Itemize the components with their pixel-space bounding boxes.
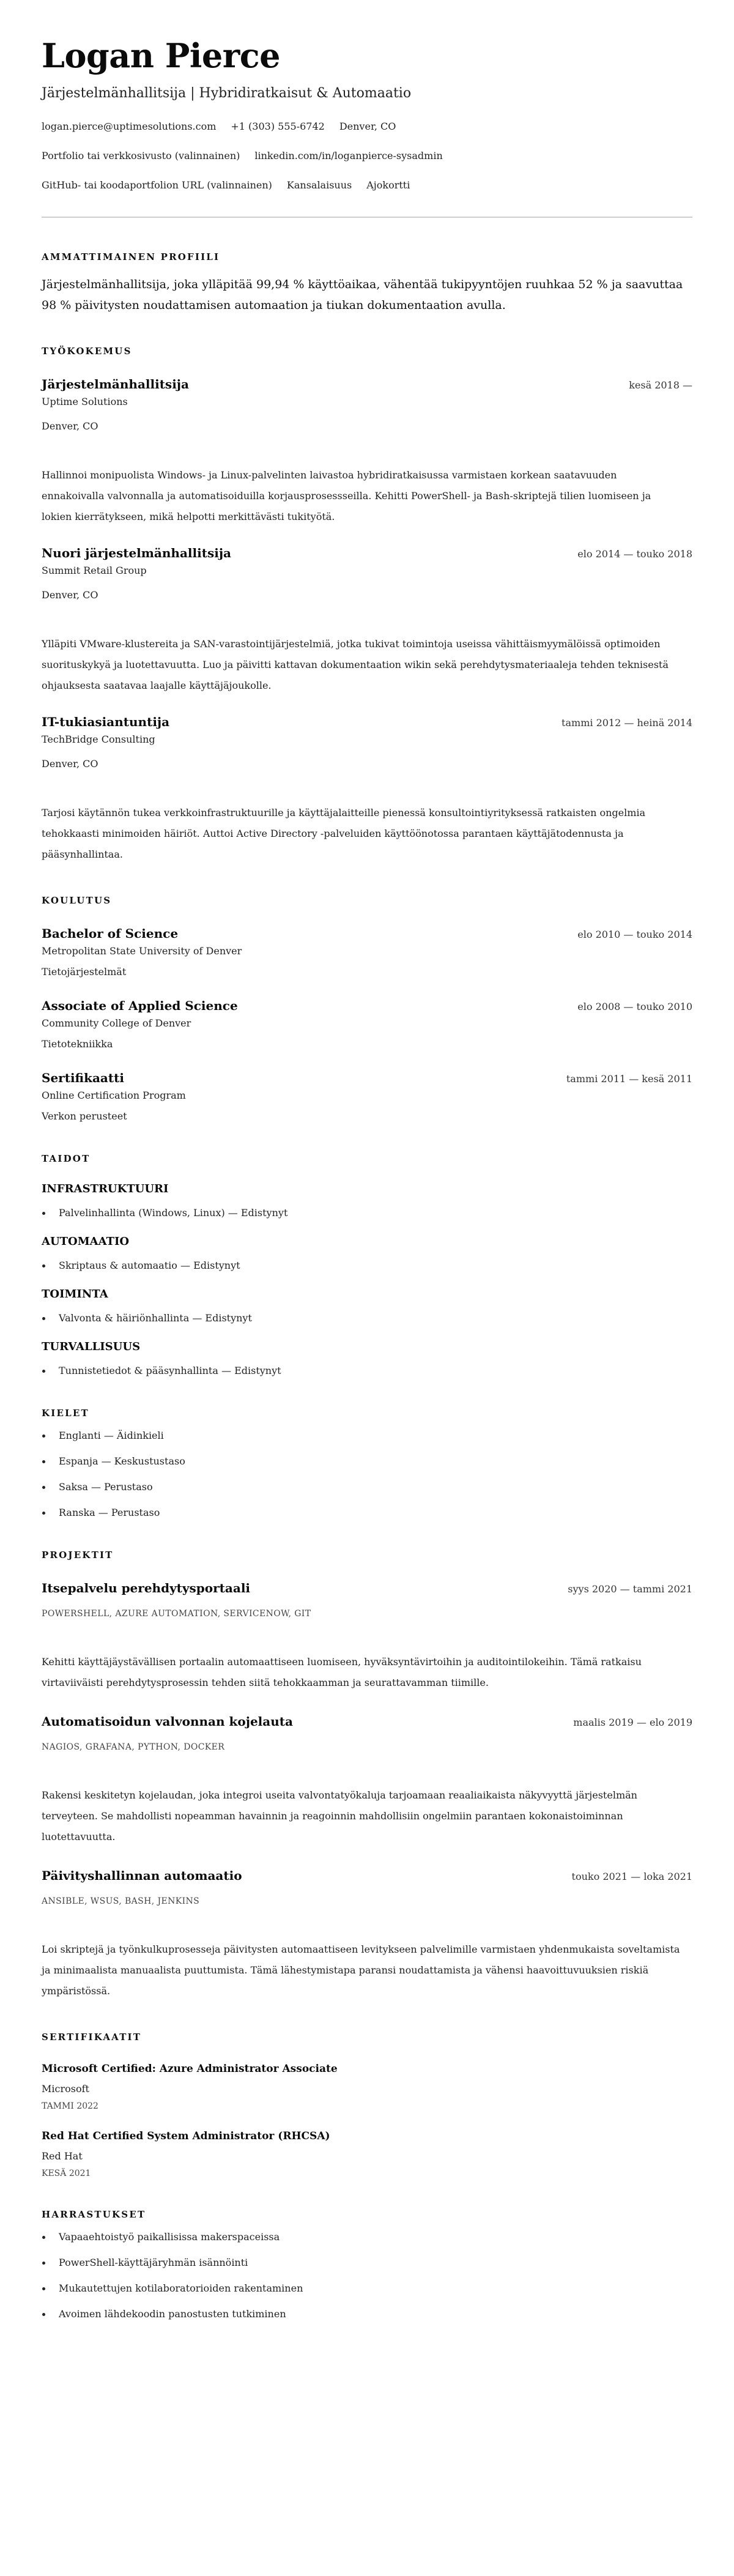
job-title: Järjestelmänhallitsija bbox=[42, 377, 189, 392]
skill-item: Skriptaus & automaatio — Edistynyt bbox=[42, 1259, 692, 1272]
education-dates: elo 2008 — touko 2010 bbox=[577, 1001, 692, 1012]
skill-item: Palvelinhallinta (Windows, Linux) — Edistynyt bbox=[42, 1206, 692, 1220]
education-section bbox=[42, 894, 692, 1123]
language-item: Ranska — Perustaso bbox=[42, 1506, 692, 1520]
degree: Bachelor of Science bbox=[42, 926, 179, 941]
profile-section bbox=[42, 251, 692, 316]
languages-section bbox=[42, 1407, 692, 1520]
job-location: Denver, CO bbox=[42, 589, 98, 601]
project-description: Kehitti käyttäjäystävällisen portaalin automaattiseen luomiseen, hyväksyntävirtoihin ja auditointilokeihin. Tämä ratkaisu virtaviiväisti perehdytysprosessin tehden siitä tehokkaamman ja seurattavamman tiimille. bbox=[42, 1656, 642, 1688]
project-description: Loi skriptejä ja työnkulkuprosesseja päivitysten automaattiseen levitykseen palvelimille varmistaen yhdenmukaista soveltamista ja minimaalista manuaalista puuttumista. Tämä lähestymistapa paransi noudattamista ja vähensi haavoittuvuuksien riskiä ympäristössä. bbox=[42, 1943, 680, 1997]
job-title: IT-tukiasiantuntija bbox=[42, 715, 170, 729]
education-dates: tammi 2011 — kesä 2011 bbox=[566, 1073, 692, 1085]
section-title: KIELET bbox=[42, 1408, 89, 1419]
section-title: SERTIFIKAATIT bbox=[42, 2032, 142, 2043]
project-title: Itsepalvelu perehdytysportaali bbox=[42, 1581, 251, 1595]
linkedin-link[interactable]: linkedin.com/in/loganpierce-sysadmin bbox=[254, 150, 443, 161]
certification-title: Red Hat Certified System Administrator (RHCSA) bbox=[42, 2130, 330, 2142]
employer: Summit Retail Group bbox=[42, 565, 147, 576]
certification-title: Microsoft Certified: Azure Administrator Associate bbox=[42, 2063, 338, 2075]
project-description: Rakensi keskitetyn kojelaudan, joka integroi useita valvontatyökaluja tarjoamaan reaaliaikaista näkyvyyttä järjestelmän terveyteen. Se mahdollisti nopeamman havainnin ja reagoinnin mahdollisiin ongelmiin parantaen kokonaistoiminnan luotettavuutta. bbox=[42, 1789, 637, 1843]
degree: Associate of Applied Science bbox=[42, 998, 238, 1013]
certification-entry bbox=[42, 2062, 692, 2112]
school: Metropolitan State University of Denver bbox=[42, 945, 242, 957]
job-description: Ylläpiti VMware-klustereita ja SAN-varastointijärjestelmiä, jotka tukivat toimintoja useissa vähittäismyymälöissä optimoiden suorituskykyä ja luotettavuutta. Luo ja päivitti kattavan dokumentaation wikin sekä perehdytysmateriaaleja tehden teknisestä ohjauksesta saatavaa laajalle käyttäjäjoukolle. bbox=[42, 638, 669, 691]
contact-row bbox=[42, 120, 692, 133]
certification-date: TAMMI 2022 bbox=[42, 2101, 98, 2111]
job-dates: kesä 2018 — bbox=[629, 379, 692, 391]
language-item: Espanja — Keskustustaso bbox=[42, 1455, 692, 1468]
certification-issuer: Red Hat bbox=[42, 2150, 83, 2162]
certification-entry bbox=[42, 2129, 692, 2179]
section-title: PROJEKTIT bbox=[42, 1550, 114, 1561]
project-entry bbox=[42, 1579, 692, 1693]
section-title: KOULUTUS bbox=[42, 895, 112, 906]
hobby-item: PowerShell-käyttäjäryhmän isännöinti bbox=[42, 2256, 692, 2270]
citizenship: Kansalaisuus bbox=[286, 179, 352, 191]
education-entry bbox=[42, 925, 692, 979]
school: Online Certification Program bbox=[42, 1089, 186, 1101]
project-dates: syys 2020 — tammi 2021 bbox=[568, 1583, 692, 1595]
skill-item: Valvonta & häiriönhallinta — Edistynyt bbox=[42, 1312, 692, 1325]
section-title: AMMATTIMAINEN PROFIILI bbox=[42, 251, 220, 262]
project-dates: touko 2021 — loka 2021 bbox=[571, 1871, 692, 1882]
github-link[interactable]: GitHub- tai koodaportfolion URL (valinnainen) bbox=[42, 179, 272, 191]
education-entry bbox=[42, 997, 692, 1051]
language-item: Englanti — Äidinkieli bbox=[42, 1429, 692, 1442]
project-entry bbox=[42, 1867, 692, 2002]
contact-row bbox=[42, 179, 692, 192]
job-location: Denver, CO bbox=[42, 758, 98, 770]
employer: Uptime Solutions bbox=[42, 396, 128, 407]
project-entry bbox=[42, 1713, 692, 1847]
skill-category: TOIMINTA bbox=[42, 1288, 108, 1301]
projects-section bbox=[42, 1549, 692, 2002]
job-description: Hallinnoi monipuolista Windows- ja Linux-palvelinten laivastoa hybridiratkaisussa varmistaen korkean saatavuuden ennakoivalla valvonnalla ja automatisoiduilla korjausprosessseilla. Kehitti PowerShell- ja Bash-skriptejä tilien luomiseen ja lokien kierrätykseen, mikä helpotti merkittävästi tukityötä. bbox=[42, 469, 651, 522]
hobby-item: Avoimen lähdekoodin panostusten tutkiminen bbox=[42, 2307, 692, 2321]
contact-row bbox=[42, 149, 692, 163]
project-tech-stack: NAGIOS, GRAFANA, PYTHON, DOCKER bbox=[42, 1742, 225, 1752]
job-dates: elo 2014 — touko 2018 bbox=[577, 548, 692, 560]
candidate-name: Logan Pierce bbox=[42, 36, 280, 75]
hobby-item: Vapaaehtoistyö paikallisissa makerspaceissa bbox=[42, 2230, 692, 2244]
language-item: Saksa — Perustaso bbox=[42, 1480, 692, 1494]
hobbies-section bbox=[42, 2208, 692, 2321]
resume-header bbox=[42, 35, 692, 192]
location: Denver, CO bbox=[339, 121, 396, 132]
experience-entry bbox=[42, 376, 692, 527]
degree: Sertifikaatti bbox=[42, 1071, 124, 1085]
project-tech-stack: POWERSHELL, AZURE AUTOMATION, SERVICENOW, GIT bbox=[42, 1609, 311, 1619]
skill-group bbox=[42, 1287, 692, 1325]
employer: TechBridge Consulting bbox=[42, 733, 155, 745]
field-of-study: Tietojärjestelmät bbox=[42, 966, 127, 978]
phone-number[interactable]: +1 (303) 555-6742 bbox=[231, 121, 325, 132]
email-link[interactable]: logan.pierce@uptimesolutions.com bbox=[42, 121, 217, 132]
skill-category: TURVALLISUUS bbox=[42, 1340, 141, 1353]
school: Community College of Denver bbox=[42, 1017, 191, 1029]
section-title: HARRASTUKSET bbox=[42, 2209, 146, 2220]
project-dates: maalis 2019 — elo 2019 bbox=[573, 1717, 692, 1728]
project-tech-stack: ANSIBLE, WSUS, BASH, JENKINS bbox=[42, 1896, 200, 1906]
field-of-study: Verkon perusteet bbox=[42, 1110, 127, 1122]
skills-section bbox=[42, 1153, 692, 1378]
certification-issuer: Microsoft bbox=[42, 2083, 89, 2095]
education-dates: elo 2010 — touko 2014 bbox=[577, 929, 692, 940]
certifications-section bbox=[42, 2031, 692, 2179]
header-divider bbox=[42, 217, 692, 218]
portfolio-link[interactable]: Portfolio tai verkkosivusto (valinnainen) bbox=[42, 150, 240, 161]
job-description: Tarjosi käytännön tukea verkkoinfrastruktuurille ja käyttäjalaitteille pienessä konsultointiyrityksessä ratkaisten ongelmia tehokkaasti minimoiden häiriöt. Auttoi Active Directory -palveluiden käyttöönotossa parantaen käyttäjätodennusta ja pääsynhallintaa. bbox=[42, 807, 646, 860]
skill-category: AUTOMAATIO bbox=[42, 1235, 130, 1248]
profile-summary: Järjestelmänhallitsija, joka ylläpitää 99,94 % käyttöaikaa, vähentää tukipyyntöjen ruuhkaa 52 % ja saavuttaa 98 % päivitysten noudattamisen automaation ja tiukan dokumentaation avulla. bbox=[42, 278, 683, 312]
section-title: TAIDOT bbox=[42, 1153, 91, 1164]
skill-group bbox=[42, 1182, 692, 1220]
project-title: Automatisoidun valvonnan kojelauta bbox=[42, 1714, 293, 1729]
experience-entry bbox=[42, 713, 692, 865]
job-dates: tammi 2012 — heinä 2014 bbox=[562, 717, 692, 729]
experience-entry bbox=[42, 544, 692, 696]
job-location: Denver, CO bbox=[42, 420, 98, 432]
skill-item: Tunnistetiedot & pääsynhallinta — Edistynyt bbox=[42, 1364, 692, 1378]
job-title: Nuori järjestelmänhallitsija bbox=[42, 546, 232, 560]
section-title: TYÖKOKEMUS bbox=[42, 346, 132, 357]
skill-category: INFRASTRUKTUURI bbox=[42, 1182, 169, 1195]
drivers-license: Ajokortti bbox=[366, 179, 410, 191]
skill-group bbox=[42, 1340, 692, 1378]
experience-section bbox=[42, 345, 692, 865]
field-of-study: Tietotekniikka bbox=[42, 1038, 113, 1050]
candidate-headline: Järjestelmänhallitsija | Hybridiratkaisut & Automaatio bbox=[42, 86, 412, 101]
education-entry bbox=[42, 1069, 692, 1123]
skill-group bbox=[42, 1234, 692, 1272]
hobby-item: Mukautettujen kotilaboratorioiden rakentaminen bbox=[42, 2282, 692, 2295]
certification-date: KESÄ 2021 bbox=[42, 2169, 91, 2178]
project-title: Päivityshallinnan automaatio bbox=[42, 1868, 242, 1883]
